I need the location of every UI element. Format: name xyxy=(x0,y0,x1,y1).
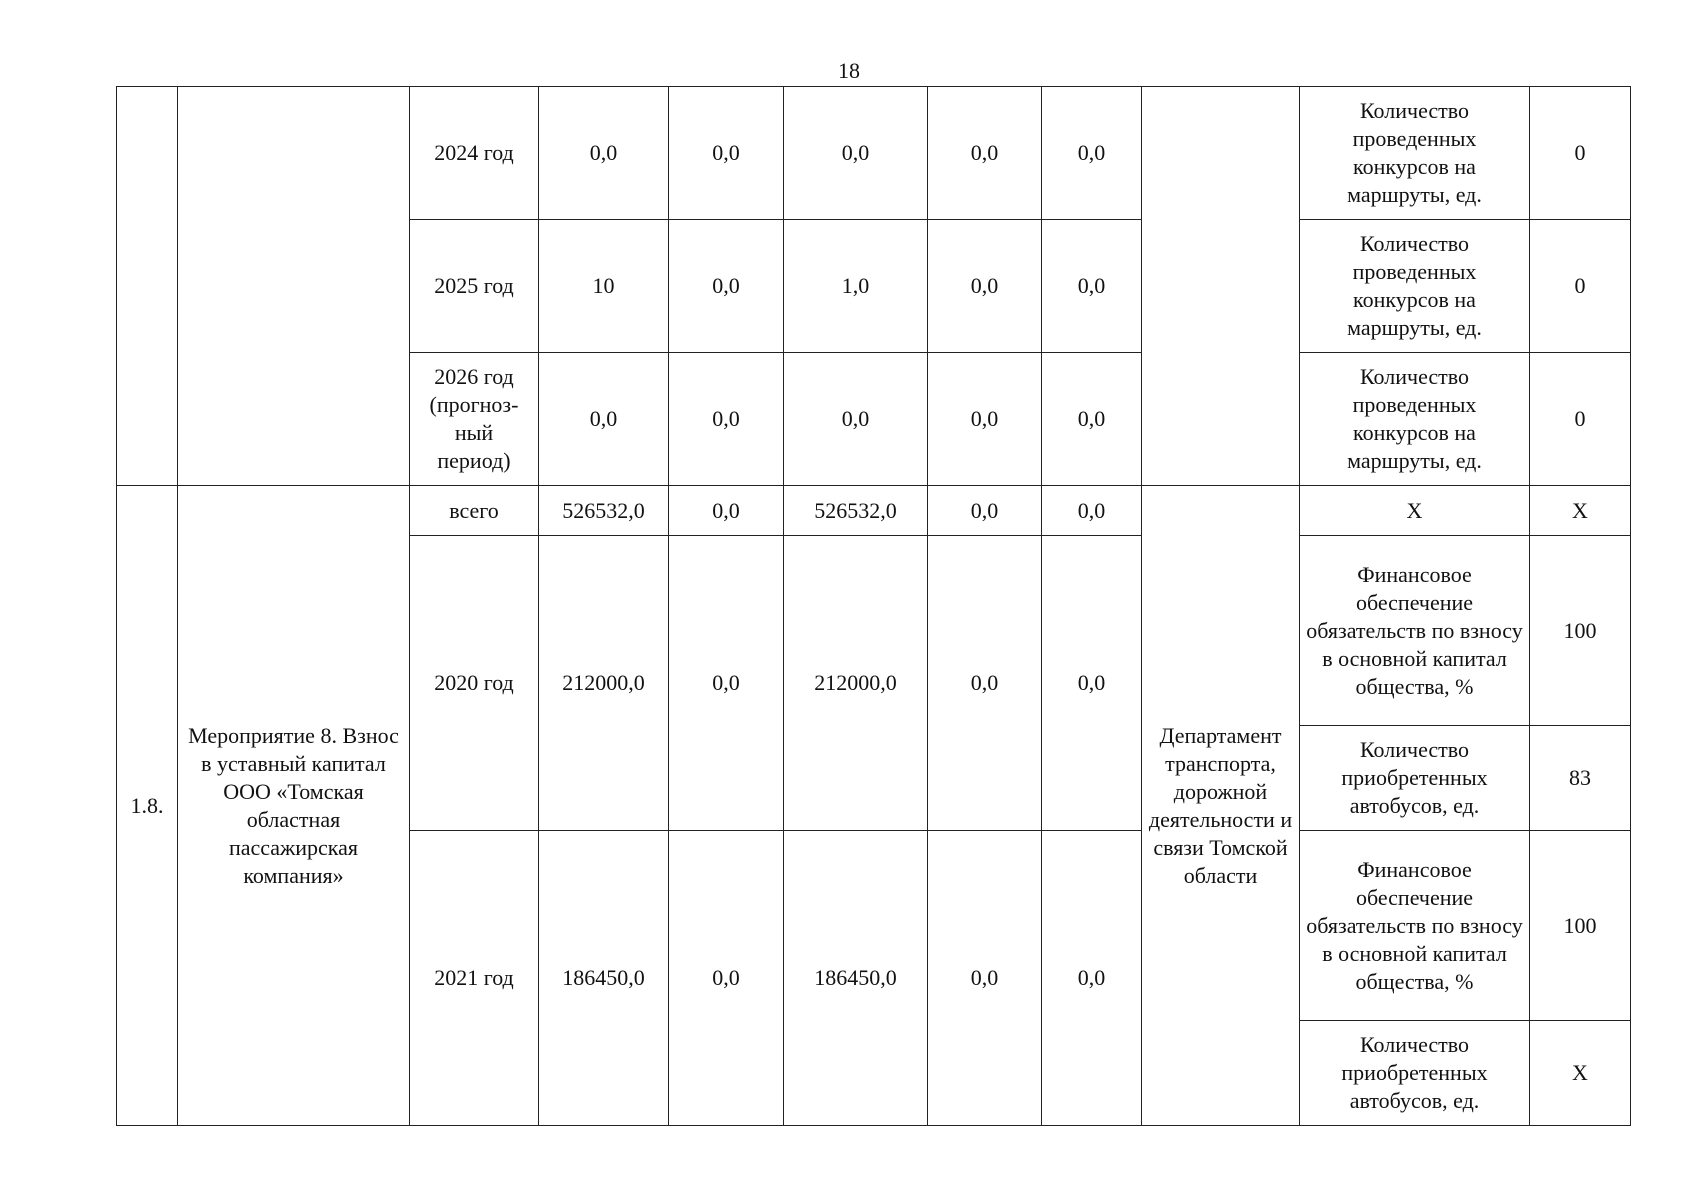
indicator-cell: Количество приобретенных автобусов, ед. xyxy=(1300,726,1530,831)
executor-cell: Департамент транспорта, дорожной деятельности и связи Томской области xyxy=(1142,486,1300,1126)
value-cell: 0,0 xyxy=(539,87,669,220)
period-cell: 2020 год xyxy=(410,536,539,831)
page-number: 18 xyxy=(838,58,860,83)
item-name-cell: Мероприятие 8. Взнос в уставный капитал ООО «Томская областная пассажирская компания» xyxy=(178,486,410,1126)
value-cell: 0,0 xyxy=(928,87,1042,220)
executor-cell xyxy=(1142,87,1300,486)
item-number-cell: 1.8. xyxy=(117,486,178,1126)
value-cell: 0,0 xyxy=(1042,220,1142,353)
indicator-cell: Количество проведенных конкурсов на маршруты, ед. xyxy=(1300,87,1530,220)
item-number-cell xyxy=(117,87,178,486)
indicator-cell: Финансовое обеспечение обязательств по взносу в основной капитал общества, % xyxy=(1300,536,1530,726)
period-cell: всего xyxy=(410,486,539,536)
value-cell: 212000,0 xyxy=(539,536,669,831)
value-cell: 0,0 xyxy=(669,536,784,831)
value-cell: 0,0 xyxy=(669,353,784,486)
indicator-cell: Финансовое обеспечение обязательств по взносу в основной капитал общества, % xyxy=(1300,831,1530,1021)
indicator-cell: X xyxy=(1300,486,1530,536)
value-cell: 1,0 xyxy=(784,220,928,353)
value-cell: 0,0 xyxy=(784,353,928,486)
period-cell: 2024 год xyxy=(410,87,539,220)
value-cell: 0,0 xyxy=(784,87,928,220)
value-cell: 0,0 xyxy=(669,831,784,1126)
value-cell: 186450,0 xyxy=(539,831,669,1126)
item-name-cell xyxy=(178,87,410,486)
indicator-value-cell: 0 xyxy=(1530,353,1631,486)
indicator-value-cell: 100 xyxy=(1530,831,1631,1021)
table-row xyxy=(117,486,1631,536)
period-cell: 2026 год (прогноз-ный период) xyxy=(410,353,539,486)
value-cell: 0,0 xyxy=(1042,486,1142,536)
value-cell: 0,0 xyxy=(539,353,669,486)
value-cell: 526532,0 xyxy=(539,486,669,536)
value-cell: 0,0 xyxy=(1042,87,1142,220)
value-cell: 0,0 xyxy=(1042,831,1142,1126)
table-row xyxy=(117,87,1631,220)
indicator-cell: Количество приобретенных автобусов, ед. xyxy=(1300,1021,1530,1126)
value-cell: 0,0 xyxy=(669,486,784,536)
indicator-value-cell: X xyxy=(1530,486,1631,536)
program-table xyxy=(116,86,1631,1126)
value-cell: 0,0 xyxy=(669,87,784,220)
value-cell: 0,0 xyxy=(1042,536,1142,831)
indicator-cell: Количество проведенных конкурсов на маршруты, ед. xyxy=(1300,220,1530,353)
value-cell: 0,0 xyxy=(928,486,1042,536)
value-cell: 0,0 xyxy=(669,220,784,353)
period-cell: 2025 год xyxy=(410,220,539,353)
value-cell: 0,0 xyxy=(928,831,1042,1126)
value-cell: 212000,0 xyxy=(784,536,928,831)
indicator-cell: Количество проведенных конкурсов на маршруты, ед. xyxy=(1300,353,1530,486)
value-cell: 10 xyxy=(539,220,669,353)
value-cell: 0,0 xyxy=(928,353,1042,486)
value-cell: 186450,0 xyxy=(784,831,928,1126)
value-cell: 0,0 xyxy=(928,536,1042,831)
period-cell: 2021 год xyxy=(410,831,539,1126)
value-cell: 0,0 xyxy=(1042,353,1142,486)
value-cell: 0,0 xyxy=(928,220,1042,353)
indicator-value-cell: 83 xyxy=(1530,726,1631,831)
value-cell: 526532,0 xyxy=(784,486,928,536)
indicator-value-cell: 100 xyxy=(1530,536,1631,726)
indicator-value-cell: 0 xyxy=(1530,220,1631,353)
indicator-value-cell: X xyxy=(1530,1021,1631,1126)
indicator-value-cell: 0 xyxy=(1530,87,1631,220)
